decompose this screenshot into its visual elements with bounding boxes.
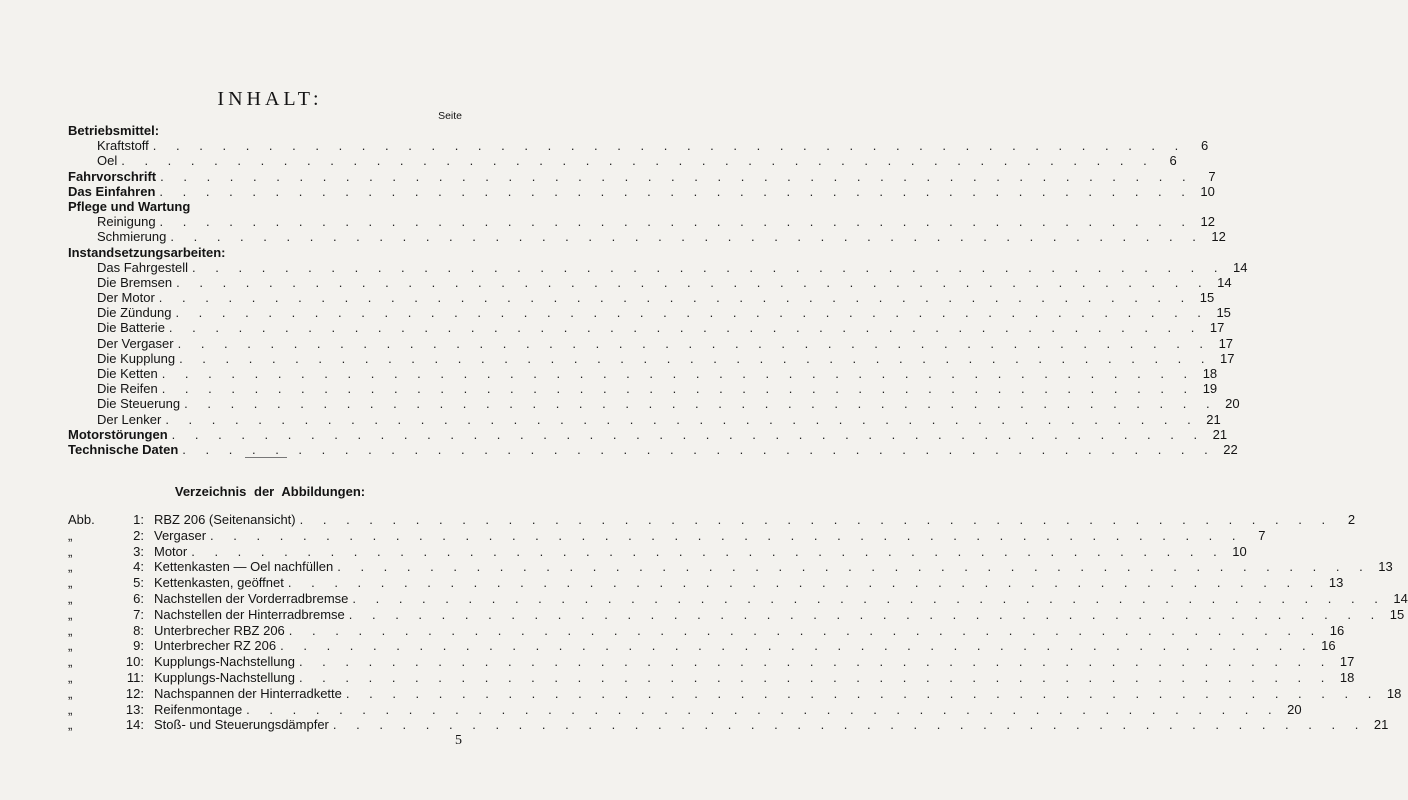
dot-leader: . . . . . . . . . . . . . . . . . . . . . . . . . . . . . . . . . . . . . . . . . . . . .	[170, 229, 1204, 245]
dot-leader: . . . . . . . . . . . . . . . . . . . . . . . . . . . . . . . . . . . . . . . . . . . . .	[158, 290, 1193, 306]
toc-entry-label: Kraftstoff	[97, 138, 149, 154]
toc-entry-label: Das Einfahren	[68, 183, 156, 199]
dot-leader: . . . . . . . . . . . . . . . . . . . . . . . . . . . . . . . . . . . . . . . . . . . . .	[246, 701, 1280, 717]
toc-entry-page: 12	[1211, 229, 1226, 245]
figure-caption: Kupplungs-Nachstellung	[154, 654, 295, 670]
figure-entry	[68, 685, 1402, 702]
figure-entry	[68, 669, 1355, 686]
figure-caption: Nachspannen der Hinterradkette	[154, 685, 342, 701]
dot-leader: . . . . . . . . . . . . . . . . . . . . . . . . . . . . . . . . . . . . . . . . . . . . .	[161, 381, 1196, 397]
figure-number: 10 :	[108, 654, 150, 670]
page-column-label: Seite	[438, 110, 462, 122]
dot-leader: . . . . . . . . . . . . . . . . . . . . . . . . . . . . . . . . . . . . . . . . . . . . .	[287, 575, 1322, 591]
figure-caption: Unterbrecher RZ 206	[154, 638, 277, 654]
toc-entry	[68, 320, 1225, 336]
figure-page: 10	[1232, 543, 1247, 559]
toc-entry-page: 18	[1202, 366, 1218, 381]
dot-leader: . . . . . . . . . . . . . . . . . . . . . . . . . . . . . . . . . . . . . . . . . . . . .	[348, 606, 1383, 622]
toc-entry-page: 20	[1225, 396, 1240, 412]
toc-entry	[68, 441, 1238, 457]
toc-entry-label: Die Batterie	[97, 320, 165, 336]
dot-leader: . . . . . . . . . . . . . . . . . . . . . . . . . . . . . . . . . . . . . . . . . . . . .	[288, 622, 1323, 638]
figure-prefix: „	[68, 654, 73, 670]
figure-page: 16	[1329, 622, 1345, 638]
figure-entry	[68, 590, 1408, 607]
figure-prefix: „	[68, 590, 73, 606]
figure-page: 16	[1321, 638, 1336, 654]
figure-prefix: „	[68, 527, 73, 543]
figure-caption: Unterbrecher RBZ 206	[154, 622, 285, 638]
dot-leader: . . . . . . . . . . . . . . . . . . . . . . . . . . . . . . . . . . . . . . . . . . . . .	[159, 183, 1193, 199]
figures-title: Verzeichnis der Abbildungen:	[174, 484, 366, 499]
figure-caption: Kupplungs-Nachstellung	[154, 669, 295, 685]
figure-number: 12 :	[108, 686, 150, 702]
toc-entry	[68, 199, 460, 214]
table-of-contents	[68, 123, 1248, 457]
figure-caption: Kettenkasten, geöffnet	[154, 575, 284, 591]
toc-entry-page: 14	[1233, 259, 1248, 275]
dot-leader: . . . . . . . . . . . . . . . . . . . . . . . . . . . . . . . . . . . . . . . . . . . . .	[121, 153, 1155, 169]
figure-entry	[68, 717, 1389, 733]
figure-entry	[68, 575, 1344, 591]
toc-entry-label: Technische Daten	[68, 441, 179, 457]
figure-page: 15	[1389, 606, 1405, 622]
toc-entry-page: 19	[1202, 381, 1218, 397]
toc-entry-page: 14	[1217, 274, 1232, 290]
toc-entry	[68, 214, 1215, 230]
figure-page: 2	[1347, 512, 1356, 527]
dot-leader: . . . . . . . . . . . . . . . . . . . . . . . . . . . . . . . . . . . . . . . . . . . . .	[191, 543, 1225, 559]
figure-entry	[68, 543, 1247, 560]
figure-number: 4 :	[108, 559, 150, 575]
figure-prefix: „	[68, 622, 73, 638]
toc-entry	[68, 183, 1215, 199]
figure-number: 6 :	[108, 591, 150, 607]
figure-page: 17	[1339, 654, 1355, 670]
dot-leader: . . . . . . . . . . . . . . . . . . . . . . . . . . . . . . . . . . . . . . . . . . . . .	[210, 527, 1244, 543]
figure-caption: Kettenkasten — Oel nachfüllen	[154, 559, 334, 575]
dot-leader: . . . . . . . . . . . . . . . . . . . . . . . . . . . . . . . . . . . . . . . . . . . . .	[299, 512, 1334, 527]
dot-leader: . . . . . . . . . . . . . . . . . . . . . . . . . . . . . . . . . . . . . . . . . . . . .	[177, 335, 1212, 351]
dot-leader: . . . . . . . . . . . . . . . . . . . . . . . . . . . . . . . . . . . . . . . . . . . . .	[298, 654, 1333, 670]
toc-entry	[68, 153, 1177, 169]
figure-page: 13	[1378, 559, 1393, 575]
figure-prefix: „	[68, 543, 73, 559]
toc-entry	[68, 259, 1248, 275]
figure-page: 18	[1386, 685, 1402, 701]
dot-leader: . . . . . . . . . . . . . . . . . . . . . . . . . . . . . . . . . . . . . . . . . . . . .	[165, 411, 1199, 427]
figure-prefix: „	[68, 701, 73, 717]
dot-leader: . . . . . . . . . . . . . . . . . . . . . . . . . . . . . . . . . . . . . . . . . . . . .	[182, 441, 1216, 457]
toc-entry-label: Der Lenker	[97, 411, 162, 427]
toc-entry-page: 17	[1218, 335, 1234, 351]
dot-leader: . . . . . . . . . . . . . . . . . . . . . . . . . . . . . . . . . . . . . . . . . . . . .	[192, 259, 1226, 275]
dot-leader: . . . . . . . . . . . . . . . . . . . . . . . . . . . . . . . . . . . . . . . . . . . . .	[159, 214, 1193, 230]
toc-entry	[68, 245, 460, 260]
dot-leader: . . . . . . . . . . . . . . . . . . . . . . . . . . . . . . . . . . . . . . . . . . . . .	[152, 138, 1187, 154]
dot-leader: . . . . . . . . . . . . . . . . . . . . . . . . . . . . . . . . . . . . . . . . . . . . .	[171, 426, 1206, 442]
toc-entry-page: 10	[1200, 183, 1215, 199]
toc-entry-page: 6	[1201, 138, 1209, 154]
toc-entry-page: 21	[1212, 426, 1228, 442]
figure-prefix: „	[68, 575, 73, 591]
toc-entry-label: Instandsetzungsarbeiten:	[68, 244, 226, 260]
dot-leader: . . . . . . . . . . . . . . . . . . . . . . . . . . . . . . . . . . . . . . . . . . . . .	[161, 366, 1196, 381]
figure-entry	[68, 638, 1336, 654]
figure-number: 3 :	[108, 544, 150, 560]
figure-number: 8 :	[108, 623, 150, 639]
toc-entry	[68, 305, 1231, 321]
toc-entry-page: 17	[1220, 350, 1235, 366]
toc-entry	[68, 350, 1235, 366]
figure-page: 7	[1258, 527, 1266, 543]
figure-prefix: „	[68, 638, 73, 654]
figure-entry	[68, 606, 1405, 623]
figure-caption: Reifenmontage	[154, 701, 243, 717]
toc-entry-label: Die Zündung	[97, 305, 172, 321]
figure-caption: Motor	[154, 543, 188, 559]
toc-entry-page: 15	[1199, 290, 1215, 306]
figure-caption: RBZ 206 (Seitenansicht)	[154, 512, 296, 527]
toc-entry-page: 21	[1206, 411, 1221, 427]
dot-leader: . . . . . . . . . . . . . . . . . . . . . . . . . . . . . . . . . . . . . . . . . . . . .	[337, 559, 1371, 575]
toc-entry	[68, 411, 1221, 427]
figure-entry	[68, 701, 1302, 718]
figure-page: 21	[1373, 717, 1389, 733]
dot-leader: . . . . . . . . . . . . . . . . . . . . . . . . . . . . . . . . . . . . . . . . . . . . .	[179, 350, 1213, 366]
figure-prefix: „	[68, 606, 73, 622]
dot-leader: . . . . . . . . . . . . . . . . . . . . . . . . . . . . . . . . . . . . . . . . . . . . .	[184, 396, 1218, 412]
dot-leader: . . . . . . . . . . . . . . . . . . . . . . . . . . . . . . . . . . . . . . . . . . . . .	[298, 669, 1333, 685]
dot-leader: . . . . . . . . . . . . . . . . . . . . . . . . . . . . . . . . . . . . . . . . . . . . .	[352, 590, 1386, 606]
figure-entry	[68, 527, 1266, 544]
figure-entry	[68, 622, 1345, 639]
toc-entry	[68, 123, 460, 138]
figure-number: 13 :	[108, 702, 150, 718]
toc-entry-page: 22	[1223, 441, 1238, 457]
toc-entry	[68, 229, 1226, 245]
dot-leader: . . . . . . . . . . . . . . . . . . . . . . . . . . . . . . . . . . . . . . . . . . . . .	[168, 320, 1203, 336]
toc-entry-label: Die Kupplung	[97, 350, 176, 366]
figure-caption: Nachstellen der Vorderradbremse	[154, 590, 349, 606]
figure-prefix: „	[68, 559, 73, 575]
dot-leader: . . . . . . . . . . . . . . . . . . . . . . . . . . . . . . . . . . . . . . . . . . . . .	[176, 274, 1210, 290]
toc-entry	[68, 335, 1234, 351]
figure-entry	[68, 559, 1393, 575]
toc-entry-page: 17	[1209, 320, 1225, 336]
dot-leader: . . . . . . . . . . . . . . . . . . . . . . . . . . . . . . . . . . . . . . . . . . . . .	[345, 685, 1380, 701]
section-divider	[245, 457, 287, 458]
toc-entry	[68, 426, 1228, 442]
toc-entry-label: Der Motor	[97, 290, 155, 306]
toc-entry-label: Motorstörungen	[68, 426, 168, 442]
toc-entry-page: 12	[1200, 214, 1215, 230]
figure-number: 1 :	[108, 512, 150, 528]
toc-entry-label: Pflege und Wartung	[68, 198, 191, 214]
dot-leader: . . . . . . . . . . . . . . . . . . . . . . . . . . . . . . . . . . . . . . . . . . . . .	[160, 168, 1194, 184]
figure-caption: Vergaser	[154, 527, 207, 543]
figure-number: 11 :	[108, 670, 150, 686]
figure-number: 7 :	[108, 607, 150, 623]
dot-leader: . . . . . . . . . . . . . . . . . . . . . . . . . . . . . . . . . . . . . . . . . . . . .	[332, 717, 1367, 733]
figure-entry	[68, 512, 1356, 528]
figure-prefix: „	[68, 669, 73, 685]
toc-entry-label: Oel	[97, 153, 118, 169]
toc-entry-label: Die Ketten	[97, 366, 158, 381]
page-title: INHALT:	[217, 88, 323, 110]
toc-entry	[68, 396, 1240, 412]
toc-entry-label: Betriebsmittel:	[68, 123, 160, 138]
figure-list	[68, 512, 1408, 733]
toc-entry-label: Reinigung	[97, 214, 156, 230]
figure-page: 20	[1287, 701, 1302, 717]
page-number: 5	[455, 733, 462, 748]
figure-prefix: „	[68, 717, 73, 733]
toc-entry	[68, 168, 1216, 184]
toc-entry	[68, 381, 1218, 397]
figure-prefix: Abb.	[68, 512, 95, 527]
toc-entry-label: Schmierung	[97, 229, 167, 245]
toc-entry-label: Die Bremsen	[97, 274, 173, 290]
toc-entry-label: Fahrvorschrift	[68, 168, 157, 184]
dot-leader: . . . . . . . . . . . . . . . . . . . . . . . . . . . . . . . . . . . . . . . . . . . . .	[175, 305, 1209, 321]
figure-page: 13	[1328, 575, 1344, 591]
dot-leader: . . . . . . . . . . . . . . . . . . . . . . . . . . . . . . . . . . . . . . . . . . . . .	[280, 638, 1314, 654]
toc-entry-label: Das Fahrgestell	[97, 259, 189, 275]
toc-entry	[68, 290, 1215, 306]
figure-caption: Stoß- und Steuerungsdämpfer	[154, 717, 329, 733]
figure-prefix: „	[68, 685, 73, 701]
figure-number: 9 :	[108, 638, 150, 654]
toc-entry	[68, 366, 1218, 381]
toc-entry-label: Der Vergaser	[97, 335, 174, 351]
figure-number: 5 :	[108, 575, 150, 591]
toc-entry-page: 6	[1169, 153, 1177, 169]
figure-page: 14	[1393, 590, 1408, 606]
figure-number: 2 :	[108, 528, 150, 544]
figure-number: 14 :	[108, 717, 150, 733]
toc-entry-label: Die Steuerung	[97, 396, 181, 412]
toc-entry	[68, 274, 1232, 290]
toc-entry-page: 7	[1208, 168, 1216, 184]
figure-page: 18	[1339, 669, 1355, 685]
toc-entry	[68, 138, 1209, 154]
figure-caption: Nachstellen der Hinterradbremse	[154, 606, 345, 622]
toc-entry-label: Die Reifen	[97, 381, 158, 397]
figure-entry	[68, 654, 1355, 670]
toc-entry-page: 15	[1216, 305, 1231, 321]
